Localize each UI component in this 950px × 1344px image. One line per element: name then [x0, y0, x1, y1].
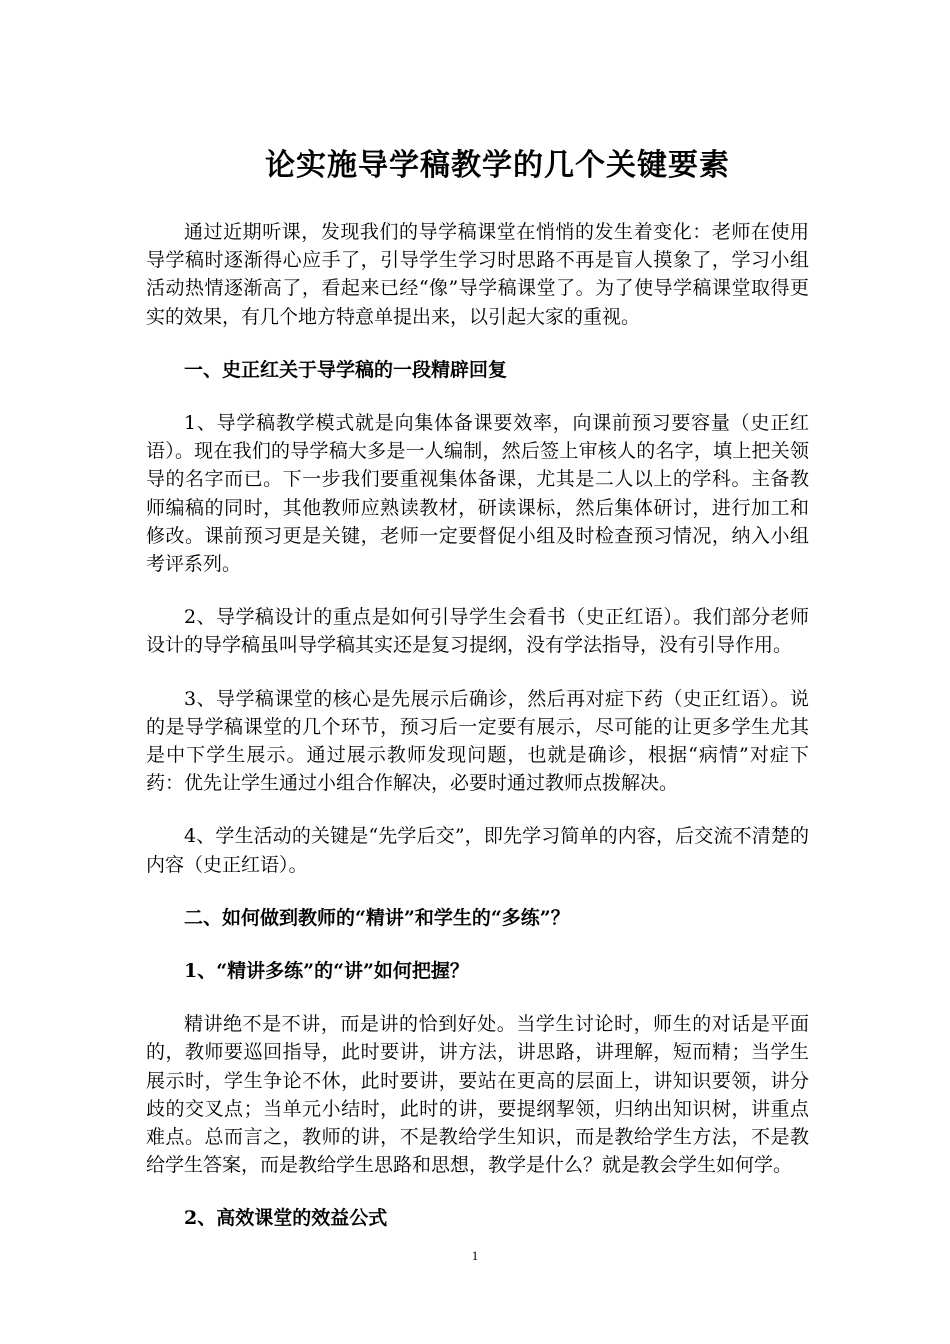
- section-1-item-2: 2、导学稿设计的重点是如何引导学生会看书（史正红语）。我们部分老师设计的导学稿虽叫导学稿其实还是复习提纲，没有学法指导，没有引导作用。: [146, 606, 809, 657]
- intro-paragraph: 通过近期听课，发现我们的导学稿课堂在悄悄的发生着变化：老师在使用导学稿时逐渐得心应手了，引导学生学习时思路不再是盲人摸象了，学习小组活动热情逐渐高了，看起来已经“像”导学稿课堂了。为了使导学稿课堂取得更实的效果，有几个地方特意单提出来，以引起大家的重视。: [146, 221, 809, 328]
- document-page: [146, 140, 809, 1258]
- section-2-heading: 二、如何做到教师的“精讲”和学生的“多练”？: [184, 906, 570, 929]
- section-2-sub-1-heading: 1、“精讲多练”的“讲”如何把握？: [184, 960, 469, 983]
- section-1-heading: 一、史正红关于导学稿的一段精辟回复: [184, 358, 508, 381]
- section-1-item-4: 4、学生活动的关键是“先学后交”，即先学习简单的内容，后交流不清楚的内容（史正红语）。: [146, 825, 809, 876]
- section-2-sub-2-heading: 2、高效课堂的效益公式: [184, 1207, 388, 1230]
- section-1-item-1: 1、导学稿教学模式就是向集体备课要效率，向课前预习要容量（史正红语）。现在我们的导学稿大多是一人编制，然后签上审核人的名字，填上把关领导的名字而已。下一步我们要重视集体备课，尤其是二人以上的学科。主备教师编稿的同时，其他教师应熟读教材，研读课标，然后集体研讨，进行加工和修改。课前预习更是关键，老师一定要督促小组及时检查预习情况，纳入小组考评系列。: [146, 412, 809, 576]
- section-2-sub-1-text: 精讲绝不是不讲，而是讲的恰到好处。当学生讨论时，师生的对话是平面的，教师要巡回指导，此时要讲，讲方法，讲思路，讲理解，短而精；当学生展示时，学生争论不休，此时要讲，要站在更高的层面上，讲知识要领，讲分歧的交叉点；当单元小结时，此时的讲，要提纲挈领，归纳出知识树，讲重点难点。总而言之，教师的讲，不是教给学生知识，而是教给学生方法，不是教给学生答案，而是教给学生思路和思想，教学是什么？就是教会学生如何学。: [146, 1013, 809, 1177]
- page-number: 1: [471, 1248, 479, 1263]
- document-title: 论实施导学稿教学的几个关键要素: [265, 148, 730, 183]
- section-1-item-3: 3、导学稿课堂的核心是先展示后确诊，然后再对症下药（史正红语）。说的是导学稿课堂的几个环节，预习后一定要有展示，尽可能的让更多学生尤其是中下学生展示。通过展示教师发现问题，也就是确诊，根据“病情”对症下药：优先让学生通过小组合作解决，必要时通过教师点拨解决。: [146, 687, 809, 795]
